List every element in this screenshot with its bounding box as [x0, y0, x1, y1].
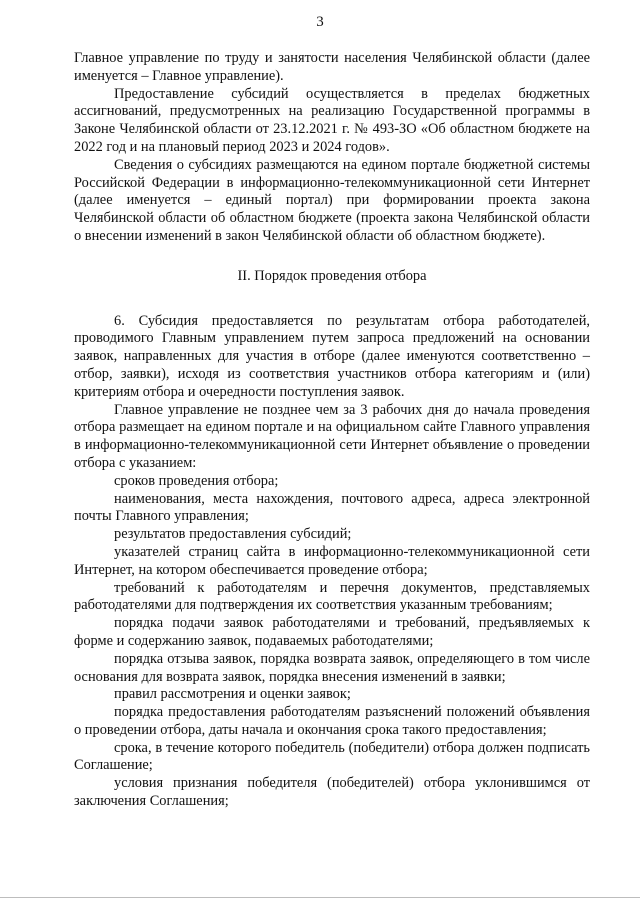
list-item-10: срока, в течение которого победитель (победители) отбора должен подписать Соглашение; [74, 739, 590, 774]
list-item-4: указателей страниц сайта в информационно-телекоммуникационной сети Интернет, на котором обеспечивается проведение отбора; [74, 543, 590, 578]
paragraph-section-2: Главное управление не позднее чем за 3 рабочих дня до начала проведения отбора размещает на едином портале и на официальном сайте Главного управления в информационно-телекоммуникационной сети Интернет объявление о проведении отбора с указанием: [74, 401, 590, 471]
paragraph-intro-1: Главное управление по труду и занятости населения Челябинской области (далее именуется – Главное управление). [74, 50, 590, 84]
list-item-11: условия признания победителя (победителей) отбора уклонившимся от заключения Соглашения; [74, 775, 590, 810]
list-item-9: порядка предоставления работодателям разъяснений положений объявления о проведении отбора, даты начала и окончания срока такого предоставления; [74, 704, 590, 738]
list-item-5: требований к работодателям и перечня документов, представляемых работодателями для подтверждения их соответствия указанным требованиям; [74, 579, 590, 614]
list-item-3: результатов предоставления субсидий; [114, 526, 352, 543]
page-number: 3 [316, 14, 324, 30]
list-item-1: сроков проведения отбора; [114, 472, 279, 489]
paragraph-section-1: 6. Субсидия предоставляется по результатам отбора работодателей, проводимого Главным управлением путем запроса предложений на основании заявок, направленных для участия в отборе (далее именуются соответственно – отбор, заявки), исходя из соответствия участников отбора категориям и (или) критериям отбора и очередности поступления заявок. [74, 312, 590, 400]
paragraph-intro-2: Предоставление субсидий осуществляется в пределах бюджетных ассигнований, предусмотренных на реализацию Государственной программы в Законе Челябинской области от 23.12.2021 г. № 493-ЗО «Об областном бюджете на 2022 год и на плановый период 2023 и 2024 годов». [74, 85, 590, 155]
section-title: II. Порядок проведения отбора [237, 267, 427, 284]
list-item-7: порядка отзыва заявок, порядка возврата заявок, определяющего в том числе основания для возврата заявок, порядка внесения изменений в заявки; [74, 650, 590, 685]
list-item-2: наименования, места нахождения, почтового адреса, адреса электронной почты Главного управления; [74, 490, 590, 525]
list-item-8: правил рассмотрения и оценки заявок; [114, 686, 351, 703]
document-body [74, 50, 590, 811]
paragraph-intro-3: Сведения о субсидиях размещаются на едином портале бюджетной системы Российской Федерации в информационно-телекоммуникационной сети Интернет (далее именуется – единый портал) при формировании проекта закона Челябинской области об областном бюджете (проекта закона Челябинской области о внесении изменений в закон Челябинской области об областном бюджете). [74, 156, 590, 244]
page-bottom-rule [0, 897, 640, 898]
list-item-6: порядка подачи заявок работодателями и требований, предъявляемых к форме и содержанию заявок, подаваемых работодателями; [74, 615, 590, 649]
